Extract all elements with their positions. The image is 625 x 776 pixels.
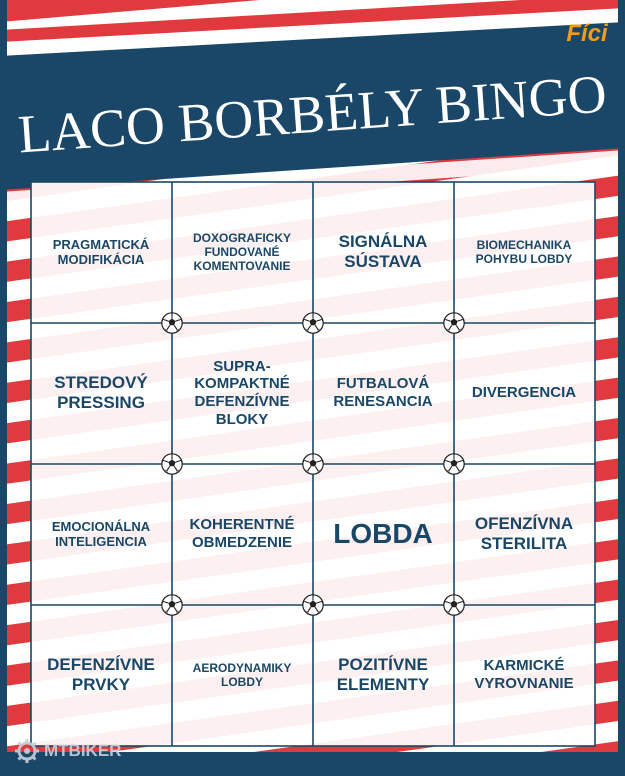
- bingo-cell: [31, 464, 171, 604]
- bingo-cell: [454, 323, 594, 463]
- gear-icon: [14, 738, 40, 764]
- cell-label: PRAGMATICKÁ MODIFIKÁCIA: [52, 236, 150, 267]
- bingo-cell: [172, 464, 312, 604]
- soccer-ball-icon: [161, 453, 183, 475]
- bingo-cell: [313, 323, 453, 463]
- logo-text: Fíci: [566, 20, 608, 47]
- bingo-cell: [31, 182, 171, 322]
- cell-label: DOXOGRAFICKY FUNDOVANÉ KOMENTOVANIE: [192, 230, 291, 274]
- bingo-cell: [454, 464, 594, 604]
- soccer-ball-icon: [161, 594, 183, 616]
- soccer-ball-icon: [302, 594, 324, 616]
- page-title: [0, 40, 625, 170]
- cell-label: AERODYNAMIKY LOBDY: [192, 660, 292, 689]
- bingo-cell: [313, 182, 453, 322]
- cell-label: EMOCIONÁLNA INTELIGENCIA: [51, 518, 151, 549]
- bingo-cell: [172, 182, 312, 322]
- bingo-cell: [313, 605, 453, 745]
- soccer-ball-icon: [443, 453, 465, 475]
- cell-label: KARMICKÉ VYROVNANIE: [474, 657, 574, 692]
- soccer-ball-icon: [161, 312, 183, 334]
- cell-label: KOHERENTNÉ OBMEDZENIE: [189, 516, 295, 551]
- cell-label: DEFENZÍVNE PRVKY: [47, 654, 155, 694]
- soccer-ball-icon: [302, 453, 324, 475]
- bingo-cell: [172, 323, 312, 463]
- bingo-cell: [31, 605, 171, 745]
- mtbiker-watermark: [14, 738, 121, 764]
- cell-label: SIGNÁLNA SÚSTAVA: [338, 231, 428, 271]
- cell-label: BIOMECHANIKA POHYBU LOBDY: [475, 237, 573, 266]
- bingo-cell: [31, 323, 171, 463]
- bingo-cell: [172, 605, 312, 745]
- cell-label: DIVERGENCIA: [471, 384, 577, 402]
- bingo-cell: [454, 605, 594, 745]
- cell-label: SUPRA-KOMPAKTNÉ DEFENZÍVNE BLOKY: [194, 357, 290, 428]
- soccer-ball-icon: [443, 312, 465, 334]
- cell-label: OFENZÍVNA STERILITA: [474, 513, 574, 553]
- title-text: LACO BORBÉLY BINGO: [16, 63, 609, 165]
- cell-label: FUTBALOVÁ RENESANCIA: [333, 375, 433, 410]
- watermark-text: MTBIKER: [44, 741, 122, 760]
- cell-label: POZITÍVNE ELEMENTY: [336, 654, 430, 694]
- soccer-ball-icon: [302, 312, 324, 334]
- bingo-cell: [454, 182, 594, 322]
- cell-label: STREDOVÝ PRESSING: [54, 372, 148, 412]
- bingo-cell-center: [313, 464, 453, 604]
- cell-label: LOBDA: [333, 518, 433, 550]
- fici-logo: [561, 14, 613, 50]
- soccer-ball-icon: [443, 594, 465, 616]
